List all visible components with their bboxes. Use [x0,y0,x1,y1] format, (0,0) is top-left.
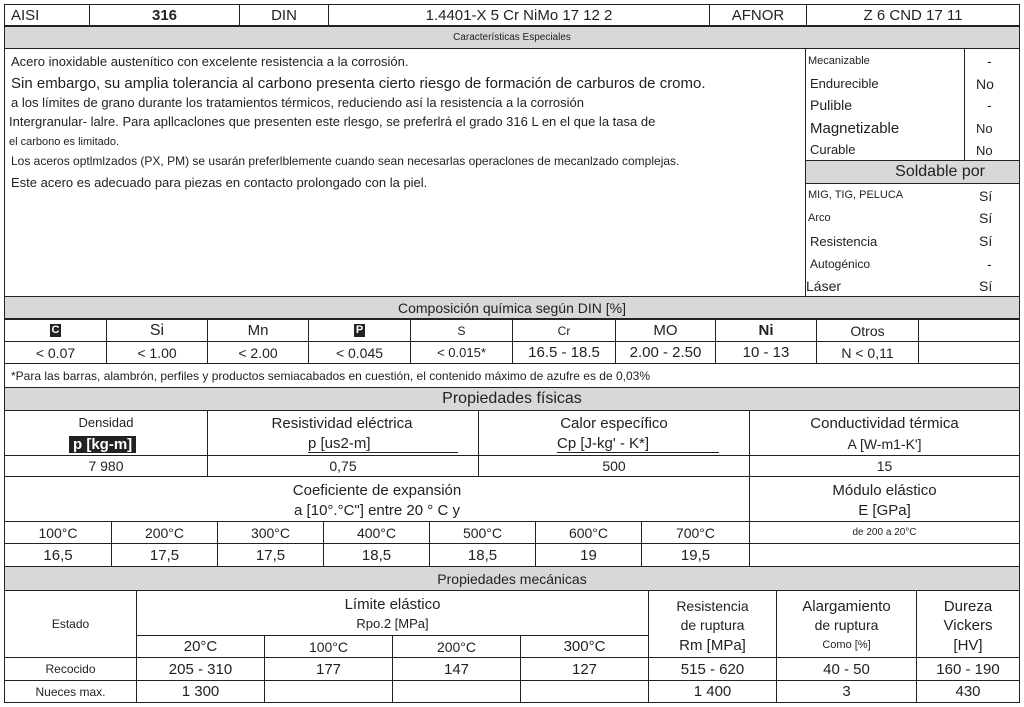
rupture-label-1: Resistencia [676,598,749,614]
modulus-unit: E [GPa] [858,502,911,519]
comp-head-c [4,319,107,342]
composition-title: Composición química según DIN [%] [4,296,1020,319]
yield-temp-100: 100°C [264,635,393,658]
density-unit-text: p [kg-m] [69,436,136,453]
conductivity-value: 15 [749,455,1020,477]
mechanical-title: Propiedades mecánicas [4,566,1020,591]
prop-value-curable: No [976,143,993,158]
row-recocido-100: 177 [264,657,393,681]
modulus-note: de 200 a 20°C [749,521,1020,544]
exp-val-200: 17,5 [111,543,218,567]
comp-val-mn: < 2.00 [207,341,309,364]
comp-val-empty [918,341,1020,364]
comp-head-ni: Ni [715,319,817,342]
resistivity-value: 0,75 [207,455,479,477]
weld-label-resistencia: Resistencia [810,234,878,249]
aisi-value: 316 [89,4,240,26]
composition-footnote: *Para las barras, alambrón, perfiles y productos semiacabados en cuestión, el contenido máximo de azufre es de 0,03% [4,363,1020,388]
comp-head-mn: Mn [207,319,309,342]
row-recocido-elong: 40 - 50 [776,657,917,681]
weld-title: Soldable por [806,160,1019,184]
weld-value-autogenico: - [987,256,992,272]
exp-temp-400: 400°C [323,521,430,544]
prop-label-endurecible: Endurecible [810,76,879,91]
exp-val-100: 16,5 [4,543,112,567]
prop-value-endurecible: No [976,76,994,92]
exp-temp-700: 700°C [641,521,750,544]
heat-header [478,410,750,456]
modulus-label: Módulo elástico [832,482,937,499]
conductivity-label: Conductividad térmica [810,415,959,432]
rupture-header [648,590,777,658]
elongation-header [776,590,917,658]
row-nueces-state: Nueces max. [4,680,137,703]
density-header [4,410,208,456]
hardness-label-2: Vickers [943,617,993,634]
hardness-header [916,590,1020,658]
special-line-2: Sin embargo, su amplia tolerancia al carbono presenta cierto riesgo de formación de carburos de cromo. [11,75,706,92]
comp-head-s: S [410,319,513,342]
weld-label-arco: Arco [808,212,831,224]
comp-val-cr: 16.5 - 18.5 [512,341,616,364]
heat-value: 500 [478,455,750,477]
yield-header [136,590,649,636]
modulus-value-empty [749,543,1020,567]
exp-temp-300: 300°C [217,521,324,544]
row-nueces-hv: 430 [916,680,1020,703]
properties-box [805,48,1020,297]
row-recocido-300: 127 [520,657,649,681]
exp-val-500: 18,5 [429,543,536,567]
comp-head-p [308,319,411,342]
comp-val-c: < 0.07 [4,341,107,364]
hardness-label-1: Dureza [943,598,993,615]
density-unit [69,436,136,453]
afnor-label: AFNOR [709,4,807,26]
heat-label: Calor específico [560,415,668,432]
special-line-7: Este acero es adecuado para piezas en contacto prolongado con la piel. [11,175,428,190]
exp-temp-500: 500°C [429,521,536,544]
comp-val-p: < 0.045 [308,341,411,364]
rupture-unit: Rm [MPa] [679,637,746,654]
din-label: DIN [239,4,329,26]
special-line-5: el carbono es limitado. [9,136,120,148]
resistivity-unit: p [us2-m] [308,435,458,453]
expansion-header [4,476,750,522]
afnor-value: Z 6 CND 17 11 [806,4,1020,26]
exp-val-700: 19,5 [641,543,750,567]
rupture-label-2: de ruptura [680,617,745,633]
yield-label: Límite elástico [344,596,441,613]
row-recocido-200: 147 [392,657,521,681]
weld-value-mig: Sí [979,188,993,204]
hardness-unit: [HV] [953,637,983,654]
row-nueces-rm: 1 400 [648,680,777,703]
special-characteristics-bar: Características Especiales [4,26,1020,49]
properties-divider [964,49,965,161]
physical-title: Propiedades físicas [4,387,1020,411]
prop-value-mecanizable: - [987,53,992,69]
resistivity-label: Resistividad eléctrica [271,415,413,432]
yield-temp-20: 20°C [136,635,265,658]
comp-head-empty [918,319,1020,342]
expansion-label: Coeficiente de expansión [292,482,462,499]
row-recocido-hv: 160 - 190 [916,657,1020,681]
weld-value-laser: Sí [979,278,993,294]
yield-temp-200: 200°C [392,635,521,658]
row-nueces-100 [264,680,393,703]
row-recocido-20: 205 - 310 [136,657,265,681]
aisi-label: AISI [4,4,90,26]
weld-label-autogenico: Autogénico [810,257,871,271]
expansion-unit: a [10°.°C"] entre 20 ° C y [294,502,460,519]
exp-temp-600: 600°C [535,521,642,544]
comp-head-otros: Otros [816,319,919,342]
comp-head-si: Si [106,319,208,342]
yield-temp-300: 300°C [520,635,649,658]
conductivity-unit: A [W-m1-K'] [847,436,922,452]
elongation-unit: Como [%] [822,639,871,651]
weld-label-laser: Láser [806,278,842,294]
row-recocido-rm: 515 - 620 [648,657,777,681]
density-value: 7 980 [4,455,208,477]
exp-val-300: 17,5 [217,543,324,567]
prop-value-pulible: - [987,97,992,113]
yield-unit: Rpo.2 [MPa] [356,616,429,631]
state-header: Estado [4,590,137,658]
prop-label-pulible: Pulible [810,97,853,113]
special-line-6: Los aceros optlmlzados (PX, PM) se usarán preferlblemente cuando sean necesarlas operaclones de mecanlzado complejas. [11,154,680,168]
modulus-header [749,476,1020,522]
comp-val-si: < 1.00 [106,341,208,364]
heat-unit: Cp [J-kg' - K*] [557,435,719,453]
weld-label-mig: MIG, TIG, PELUCA [808,189,904,201]
special-line-1: Acero inoxidable austenítico con excelente resistencia a la corrosión. [11,54,409,69]
resistivity-header [207,410,479,456]
row-nueces-200 [392,680,521,703]
comp-element-c: C [51,324,60,336]
comp-val-ni: 10 - 13 [715,341,817,364]
prop-label-curable: Curable [810,142,856,157]
comp-val-otros: N < 0,11 [816,341,919,364]
exp-val-400: 18,5 [323,543,430,567]
row-nueces-elong: 3 [776,680,917,703]
prop-label-mecanizable: Mecanizable [808,55,870,67]
row-nueces-300 [520,680,649,703]
weld-value-resistencia: Sí [979,233,993,249]
weld-value-arco: Sí [979,210,993,226]
special-line-3: a los límites de grano durante los tratamientos térmicos, reduciendo así la resistencia a la corrosión [11,95,585,110]
exp-temp-100: 100°C [4,521,112,544]
prop-label-magnetizable: Magnetizable [810,120,900,137]
comp-val-s: < 0.015* [410,341,513,364]
density-label: Densidad [78,415,134,430]
conductivity-header [749,410,1020,456]
comp-head-mo: MO [615,319,716,342]
special-text-box [4,48,806,297]
comp-head-cr: Cr [512,319,616,342]
row-nueces-20: 1 300 [136,680,265,703]
exp-temp-200: 200°C [111,521,218,544]
row-recocido-state: Recocido [4,657,137,681]
comp-val-mo: 2.00 - 2.50 [615,341,716,364]
elongation-label-1: Alargamiento [802,598,891,615]
elongation-label-2: de ruptura [814,617,879,633]
exp-val-600: 19 [535,543,642,567]
prop-value-magnetizable: No [976,121,993,136]
din-value: 1.4401-X 5 Cr NiMo 17 12 2 [328,4,710,26]
special-line-4: Intergranular- lalre. Para apllcaclones que presenten este rlesgo, se preferlrá el grado 316 L en el que la tasa de [9,114,656,129]
comp-element-p: P [355,324,364,336]
